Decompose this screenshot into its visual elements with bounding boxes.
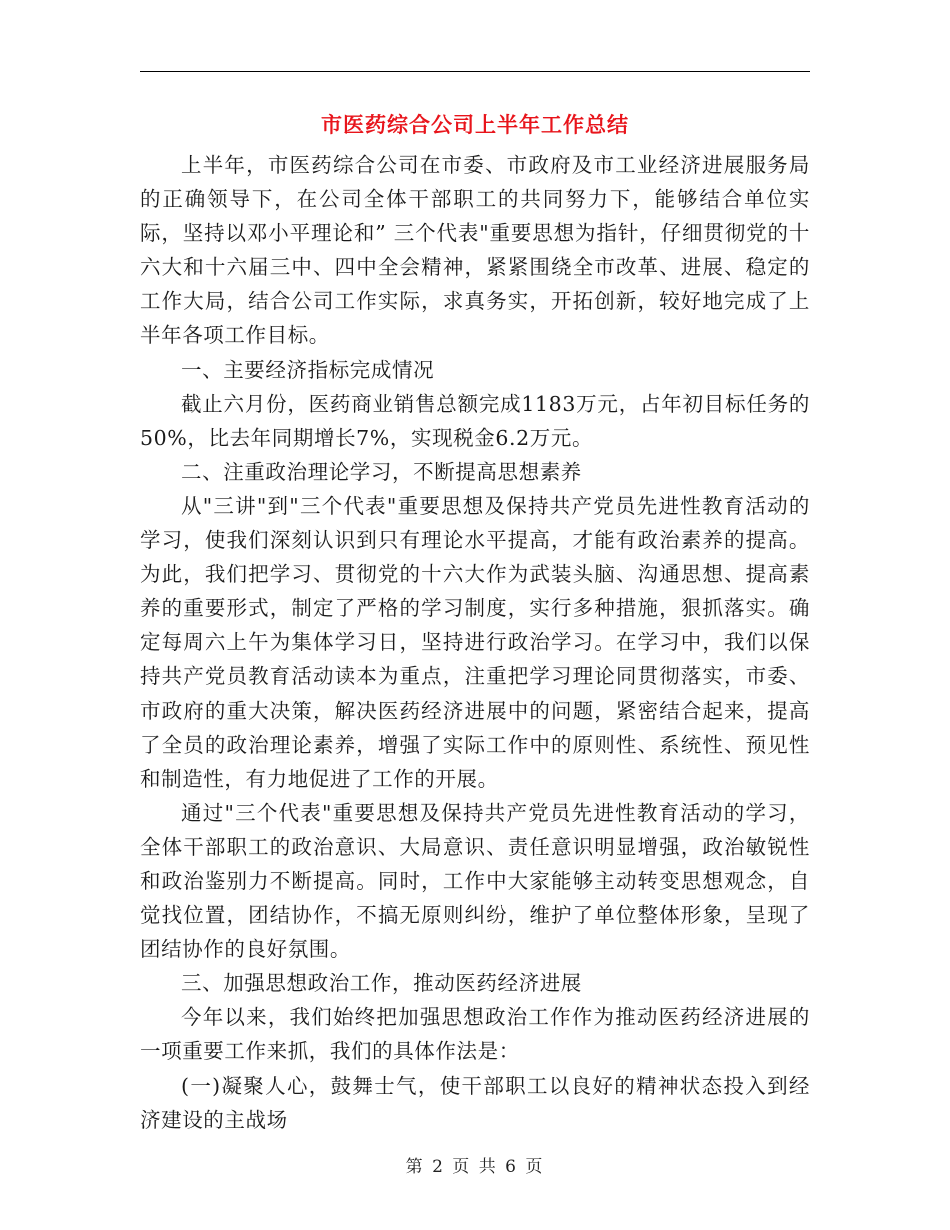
document-title: 市医药综合公司上半年工作总结 (321, 112, 629, 137)
paragraph-study-results: 通过"三个代表"重要思想及保持共产党员先进性教育活动的学习，全体干部职工的政治意识、大局意识、责任意识明显增强，政治敏锐性和政治鉴别力不断提高。同时，工作中大家能够主动转变思想观念，自觉找位置，团结协作，不搞无原则纠纷，维护了单位整体形象，呈现了团结协作的良好氛围。 (140, 800, 810, 962)
paragraph-intro: 上半年，市医药综合公司在市委、市政府及市工业经济进展服务局的正确领导下，在公司全体干部职工的共同努力下，能够结合单位实际，坚持以邓小平理论和” 三个代表"重要思想为指针，仔细贯彻党的十六大和十六届三中、四中全会精神，紧紧围绕全市改革、进展、稳定的工作大局，结合公司工作实际，求真务实，开拓创新，较好地完成了上半年各项工作目标。 (140, 153, 810, 348)
paragraph-ideological-work: 今年以来，我们始终把加强思想政治工作作为推动医药经济进展的一项重要工作来抓，我们的具体作法是： (140, 1005, 810, 1064)
section-heading-1: 一、主要经济指标完成情况 (181, 357, 435, 382)
document-body (140, 148, 810, 1137)
section-heading-3: 三、加强思想政治工作，推动医药经济进展 (181, 971, 582, 996)
page-number-footer: 第 2 页 共 6 页 (405, 1157, 545, 1177)
paragraph-subsection-1: (一)凝聚人心，鼓舞士气，使干部职工以良好的精神状态投入到经济建设的主战场 (140, 1073, 810, 1132)
header-rule (140, 71, 810, 72)
section-heading-2: 二、注重政治理论学习，不断提高思想素养 (181, 459, 582, 484)
paragraph-economic-indicators: 截止六月份，医药商业销售总额完成1183万元，占年初目标任务的50%，比去年同期增长7%，实现税金6.2万元。 (140, 391, 810, 450)
paragraph-political-study: 从"三讲"到"三个代表"重要思想及保持共产党员先进性教育活动的学习，使我们深刻认识到只有理论水平提高，才能有政治素养的提高。为此，我们把学习、贯彻党的十六大作为武装头脑、沟通思想、提高素养的重要形式，制定了严格的学习制度，实行多种措施，狠抓落实。确定每周六上午为集体学习日，坚持进行政治学习。在学习中，我们以保持共产党员教育活动读本为重点，注重把学习理论同贯彻落实，市委、市政府的重大决策，解决医药经济进展中的问题，紧密结合起来，提高了全员的政治理论素养，增强了实际工作中的原则性、系统性、预见性和制造性，有力地促进了工作的开展。 (140, 493, 810, 791)
